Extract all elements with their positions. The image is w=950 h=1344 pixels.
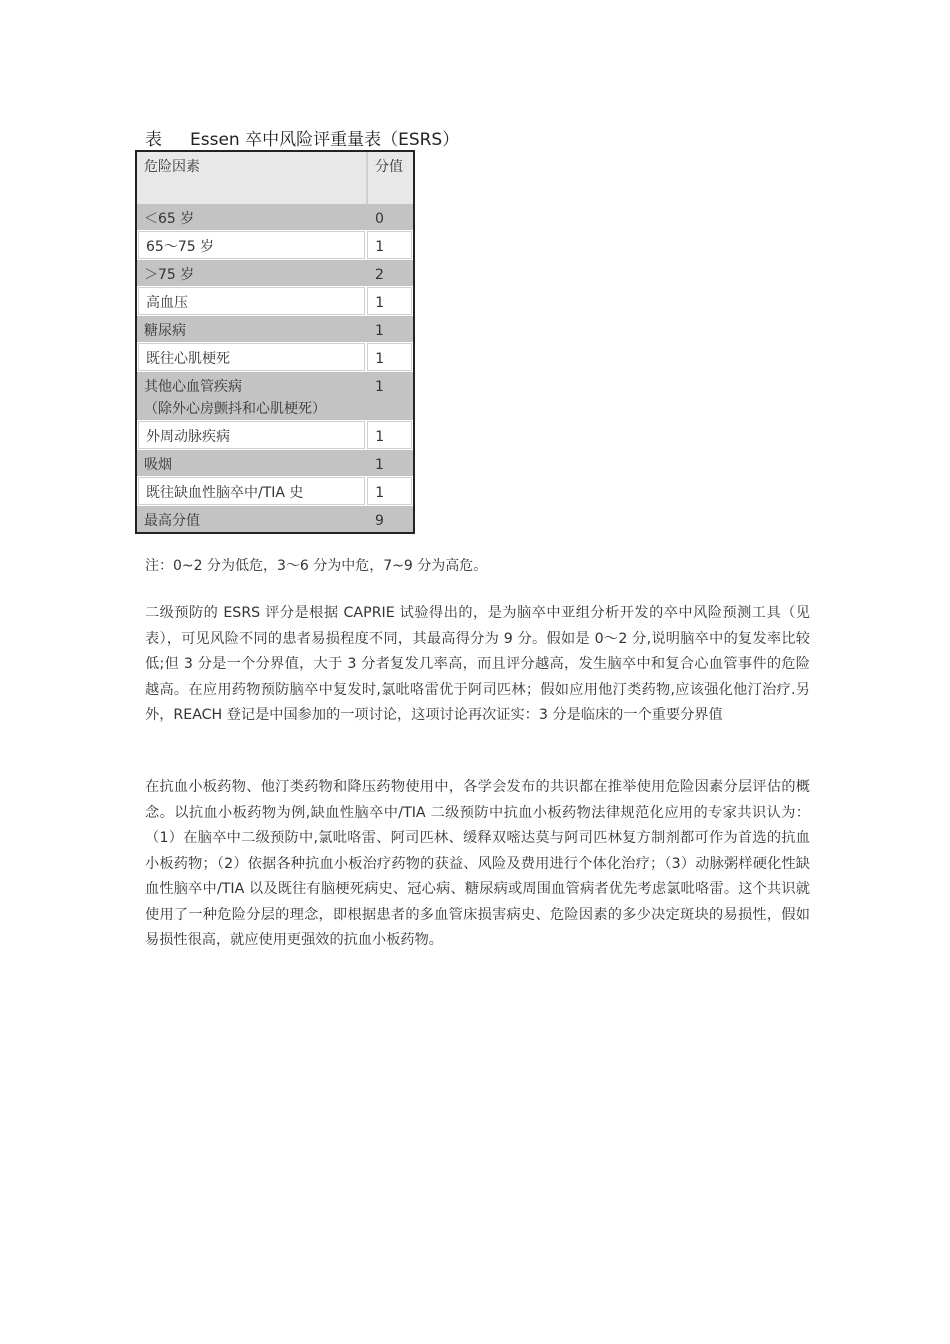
risk-factor-cell: 最高分值 <box>137 506 368 532</box>
score-cell: 0 <box>368 204 413 230</box>
table-row <box>137 204 413 230</box>
risk-factor-cell: 高血压 <box>138 287 365 315</box>
score-cell: 1 <box>367 287 412 315</box>
risk-factor-cell: 吸烟 <box>137 450 368 476</box>
table-row <box>137 230 413 260</box>
score-cell: 9 <box>368 506 413 532</box>
score-cell: 1 <box>367 231 412 259</box>
score-cell: 1 <box>368 316 413 342</box>
table-row <box>137 286 413 316</box>
score-cell: 1 <box>367 421 412 449</box>
risk-factor-cell: ＞75 岁 <box>137 260 368 286</box>
table-header-row <box>137 152 413 204</box>
risk-factor-line: 其他心血管疾病 <box>144 379 242 395</box>
risk-factor-cell: 65～75 岁 <box>138 231 365 259</box>
risk-factor-line-2: （除外心房颤抖和心肌梗死） <box>144 401 326 417</box>
risk-factor-cell: 糖尿病 <box>137 316 368 342</box>
risk-factor-cell: 外周动脉疾病 <box>138 421 365 449</box>
table-row <box>137 316 413 342</box>
score-cell: 2 <box>368 260 413 286</box>
table-row <box>137 476 413 506</box>
paragraph-esrs: 二级预防的 ESRS 评分是根据 CAPRIE 试验得出的，是为脑卒中亚组分析开发的卒中风险预测工具（见表），可见风险不同的患者易损程度不同，其最高得分为 9 分。假如是 0～2 分,说明脑卒中的复发率比较低;但 3 分是一个分界值，大于 3 分者复发几率高，而且评分越高，发生脑卒中和复合心血管事件的危险越高。在应用药物预防脑卒中复发时,氯吡咯雷优于阿司匹林；假如应用他汀类药物,应该强化他汀治疗.另外，REACH 登记是中国参加的一项讨论，这项讨论再次证实：3 分是临床的一个重要分界值 <box>145 605 810 723</box>
table-note: 注：0~2 分为低危，3～6 分为中危，7~9 分为高危。 <box>145 558 488 574</box>
score-cell: 1 <box>368 372 413 420</box>
paragraph-antiplatelet: 在抗血小板药物、他汀类药物和降压药物使用中，各学会发布的共识都在推举使用危险因素分层评估的概念。以抗血小板药物为例,缺血性脑卒中/TIA 二级预防中抗血小板药物法律规范化应用的专家共识认为：（1）在脑卒中二级预防中,氯吡咯雷、阿司匹林、缓释双嘧达莫与阿司匹林复方制剂都可作为首选的抗血小板药物；（2）依据各种抗血小板治疗药物的获益、风险及费用进行个体化治疗；（3）动脉粥样硬化性缺血性脑卒中/TIA 以及既往有脑梗死病史、冠心病、糖尿病或周围血管病者优先考虑氯吡咯雷。这个共识就使用了一种危险分层的理念，即根据患者的多血管床损害病史、危险因素的多少决定斑块的易损性，假如易损性很高，就应使用更强效的抗血小板药物。 <box>145 779 810 948</box>
table-row <box>137 420 413 450</box>
esrs-table <box>135 150 415 534</box>
score-cell: 1 <box>368 450 413 476</box>
table-row <box>137 372 413 420</box>
risk-factor-cell <box>137 372 368 420</box>
table-row-total <box>137 506 413 532</box>
table-row <box>137 342 413 372</box>
table-row <box>137 260 413 286</box>
risk-factor-cell: ＜65 岁 <box>137 204 368 230</box>
table-caption-text: Essen 卒中风险评重量表（ESRS） <box>190 130 460 150</box>
table-caption <box>145 125 459 150</box>
risk-factor-cell: 既往缺血性脑卒中/TIA 史 <box>138 477 365 505</box>
table-caption-label: 表 <box>145 130 162 150</box>
header-risk-factor: 危险因素 <box>137 152 368 204</box>
table-row <box>137 450 413 476</box>
score-cell: 1 <box>367 477 412 505</box>
score-cell: 1 <box>367 343 412 371</box>
risk-factor-cell: 既往心肌梗死 <box>138 343 365 371</box>
header-score: 分值 <box>368 152 413 204</box>
